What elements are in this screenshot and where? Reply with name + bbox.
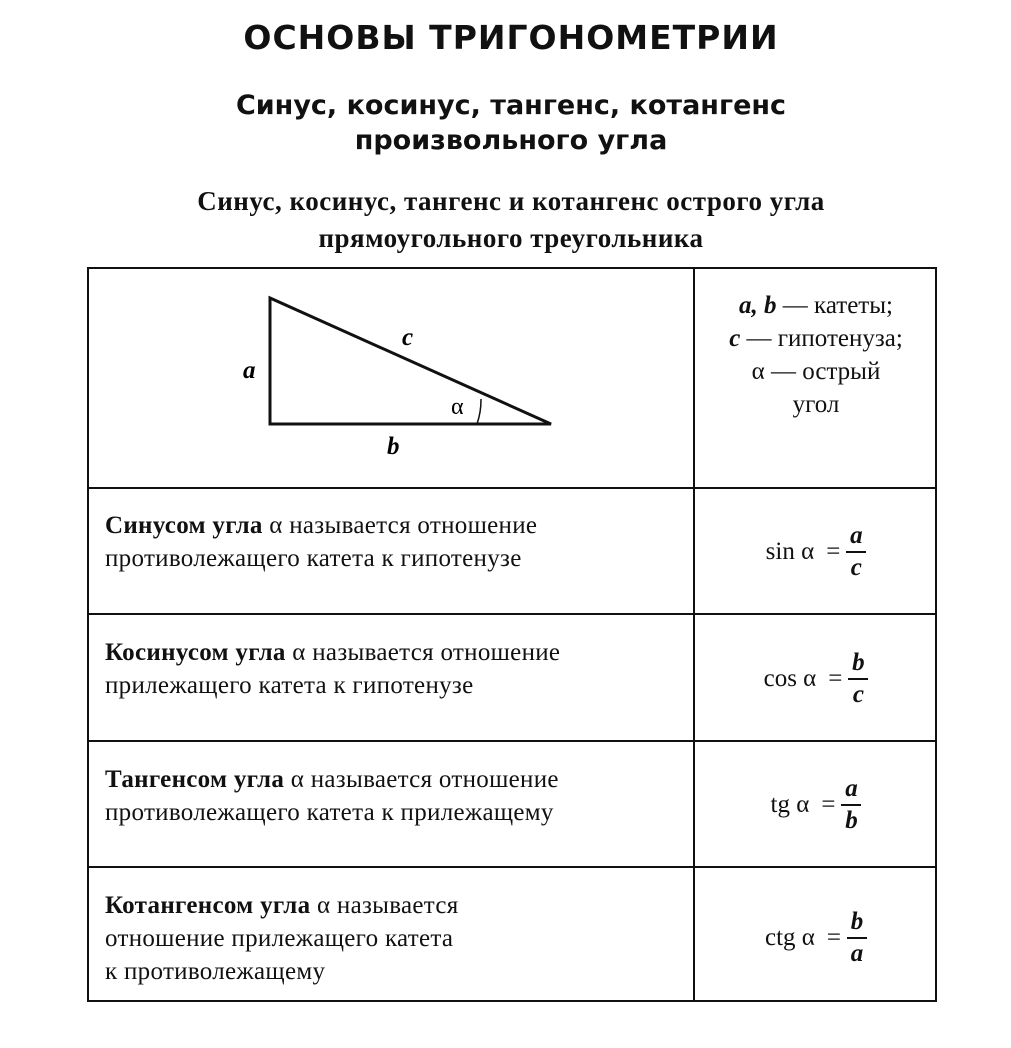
legend-line-1: a, b — катеты; (739, 292, 893, 319)
label-alpha: α (451, 394, 464, 420)
fraction: $\frac{a}{c}$ (846, 521, 866, 583)
fraction: $\frac{a}{b}$ (841, 774, 861, 836)
subtitle-line-1: Синус, косинус, тангенс, котангенс (235, 90, 787, 121)
sine-formula: sin α = $\frac{a}{c}$ (695, 519, 937, 585)
label-c: c (402, 324, 414, 351)
legend (695, 289, 937, 421)
legend-line-2: c — гипотенуза; (729, 325, 903, 352)
page-title: ОСНОВЫ ТРИГОНОМЕТРИИ (243, 18, 779, 57)
row-divider (89, 487, 935, 489)
legend-line-3: α — острый (751, 358, 881, 385)
sine-definition: Синусом угла α называется отношение противолежащего катета к гипотенузе (105, 512, 538, 572)
tangent-formula: tg α = $\frac{a}{b}$ (695, 772, 937, 838)
row-divider (89, 740, 935, 742)
section-heading-line-2: прямоугольного треугольника (318, 223, 704, 253)
section-heading (0, 183, 1011, 257)
angle-arc (477, 399, 481, 424)
definitions-table (87, 267, 937, 1002)
tangent-definition: Тангенсом угла α называется отношение противолежащего катета к прилежащему (105, 766, 559, 826)
subtitle-line-2: произвольного угла (354, 125, 668, 156)
legend-line-4: угол (792, 391, 840, 418)
cotangent-formula: ctg α = $\frac{b}{a}$ (695, 905, 937, 971)
label-b: b (387, 433, 400, 460)
triangle-shape (270, 298, 551, 424)
label-a: a (243, 357, 256, 384)
row-divider (89, 866, 935, 868)
right-triangle-diagram (89, 269, 693, 487)
cotangent-definition: Котангенсом угла α называется отношение прилежащего катета к противолежащему (105, 892, 459, 985)
section-heading-line-1: Синус, косинус, тангенс и котангенс острого угла (197, 186, 825, 216)
subtitle (0, 88, 1011, 158)
row-divider (89, 613, 935, 615)
cosine-definition: Косинусом угла α называется отношение прилежащего катета к гипотенузе (105, 639, 561, 699)
cosine-formula: cos α = $\frac{b}{c}$ (695, 646, 937, 712)
fraction: $\frac{b}{c}$ (848, 648, 868, 710)
fraction: $\frac{b}{a}$ (847, 907, 867, 969)
